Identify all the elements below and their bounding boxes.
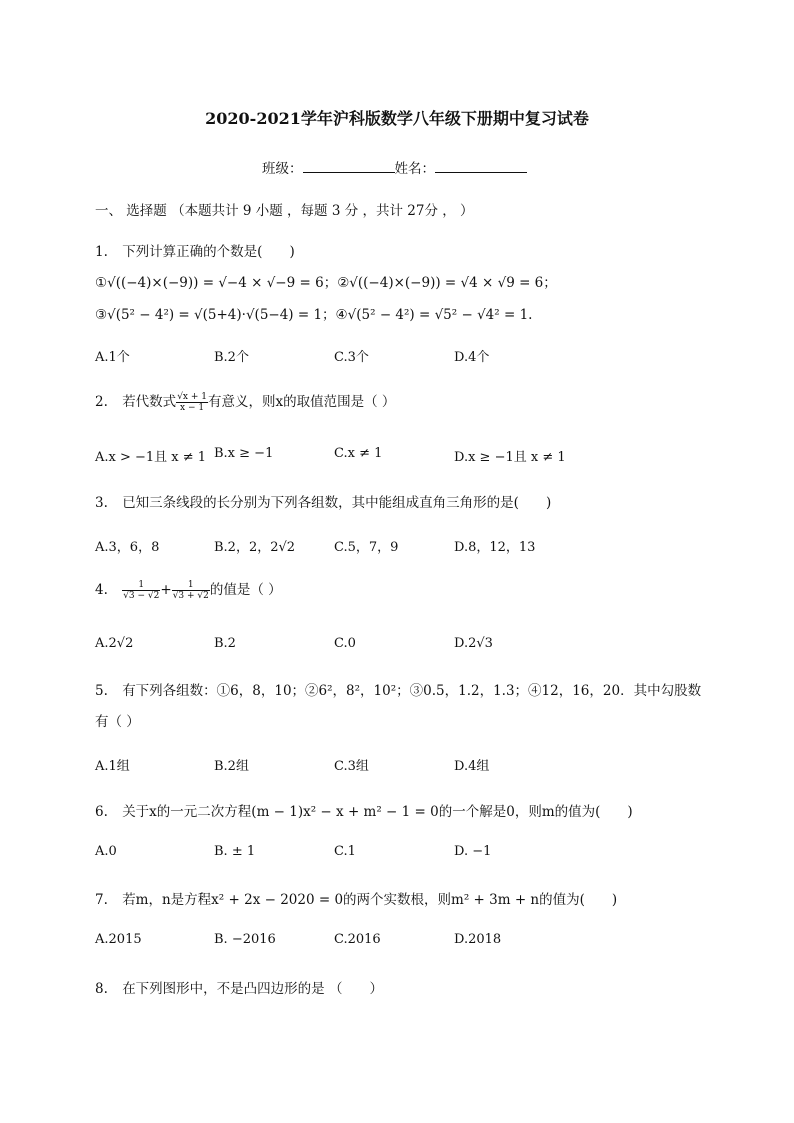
option-d: D.2√3 <box>454 636 493 651</box>
question-number: 2. <box>95 394 108 410</box>
question-text: 有下列各组数：①6，8，10；②6²，8²，10²；③0.5，1.2，1.3；④12，16，20．其中勾股数 <box>122 683 702 699</box>
option-a: A.1组 <box>95 759 130 774</box>
fraction-2 <box>172 580 210 601</box>
fraction-denominator: x − 1 <box>180 403 205 413</box>
option-d: D. −1 <box>454 844 492 859</box>
question-text-pre: 若代数式 <box>122 394 177 410</box>
question-number: 3. <box>95 495 108 511</box>
question-number: 1. <box>95 244 108 260</box>
option-a: A.x > −1且 x ≠ 1 <box>95 450 207 465</box>
option-d: D.4个 <box>454 350 490 365</box>
option-c: C.0 <box>334 636 356 651</box>
question-text-post: 的值是（ ） <box>209 582 282 598</box>
option-a: A.1个 <box>95 350 130 365</box>
option-b: B. ± 1 <box>214 844 256 859</box>
question-text: 已知三条线段的长分别为下列各组数，其中能组成直角三角形的是( ) <box>122 495 552 511</box>
fraction <box>176 392 208 413</box>
question-5-stem <box>95 679 701 699</box>
question-1-line-2: ③√(5² − 4²) = √(5+4)·√(5−4) = 1；④√(5² − 4²) = √5² − √4² = 1. <box>95 307 533 323</box>
question-text: 关于x的一元二次方程(m − 1)x² − x + m² − 1 = 0的一个解是0，则m的值为( ) <box>122 804 633 820</box>
question-6-stem <box>95 800 633 820</box>
class-label: 班级： <box>262 161 303 177</box>
option-b: B.x ≥ −1 <box>214 446 274 461</box>
question-number: 8. <box>95 981 108 997</box>
option-c: C.x ≠ 1 <box>334 446 383 461</box>
option-c: C.3组 <box>334 759 369 774</box>
option-b: B. −2016 <box>214 932 276 947</box>
plus-sign: + <box>160 582 172 598</box>
name-blank <box>435 159 527 173</box>
option-a: A.2015 <box>95 932 142 947</box>
fraction-numerator: 1 <box>172 580 210 591</box>
question-1-stem <box>95 240 295 260</box>
option-d: D.8，12，13 <box>454 540 536 555</box>
question-4-stem <box>95 578 282 601</box>
option-b: B.2 <box>214 636 236 651</box>
option-c: C.3个 <box>334 350 369 365</box>
option-a: A.0 <box>95 844 117 859</box>
question-5-continuation: 有（ ） <box>95 714 140 730</box>
question-number: 7. <box>95 892 108 908</box>
question-text: 若m，n是方程x² + 2x − 2020 = 0的两个实数根，则m² + 3m + n的值为( ) <box>122 892 618 908</box>
option-d: D.4组 <box>454 759 490 774</box>
question-number: 6. <box>95 804 108 820</box>
option-a: A.3，6，8 <box>95 540 160 555</box>
class-name-fields <box>262 157 527 177</box>
option-d: D.x ≥ −1且 x ≠ 1 <box>454 450 566 465</box>
page-title: 2020-2021学年沪科版数学八年级下册期中复习试卷 <box>205 109 589 128</box>
question-1-line-1: ①√((−4)×(−9)) = √−4 × √−9 = 6；②√((−4)×(−9)) = √4 × √9 = 6； <box>95 275 557 291</box>
name-label: 姓名： <box>394 161 435 177</box>
fraction-denominator: √3 + √2 <box>172 591 209 601</box>
class-blank <box>303 159 395 173</box>
fraction-numerator: √x + 1 <box>177 392 207 402</box>
fraction-numerator: 1 <box>122 580 160 591</box>
question-8-stem <box>95 977 383 997</box>
option-c: C.5，7，9 <box>334 540 399 555</box>
option-b: B.2组 <box>214 759 249 774</box>
option-c: C.1 <box>334 844 356 859</box>
fraction-denominator: √3 − √2 <box>123 591 160 601</box>
option-b: B.2个 <box>214 350 249 365</box>
question-number: 5. <box>95 683 108 699</box>
question-3-stem <box>95 491 551 511</box>
question-text-post: 有意义，则x的取值范围是（ ） <box>208 394 396 410</box>
option-d: D.2018 <box>454 932 502 947</box>
question-2-stem <box>95 390 395 413</box>
option-a: A.2√2 <box>95 636 134 651</box>
question-text: 下列计算正确的个数是( ) <box>122 244 295 260</box>
option-b: B.2，2，2√2 <box>214 540 296 555</box>
fraction-1 <box>122 580 160 601</box>
question-text: 在下列图形中，不是凸四边形的是 （ ） <box>122 981 383 997</box>
question-number: 4. <box>95 582 108 598</box>
question-7-stem <box>95 888 617 908</box>
section-heading: 一、 选择题 （本题共计 9 小题 ，每题 3 分 ，共计 27分 ， ） <box>95 203 474 219</box>
option-c: C.2016 <box>334 932 381 947</box>
